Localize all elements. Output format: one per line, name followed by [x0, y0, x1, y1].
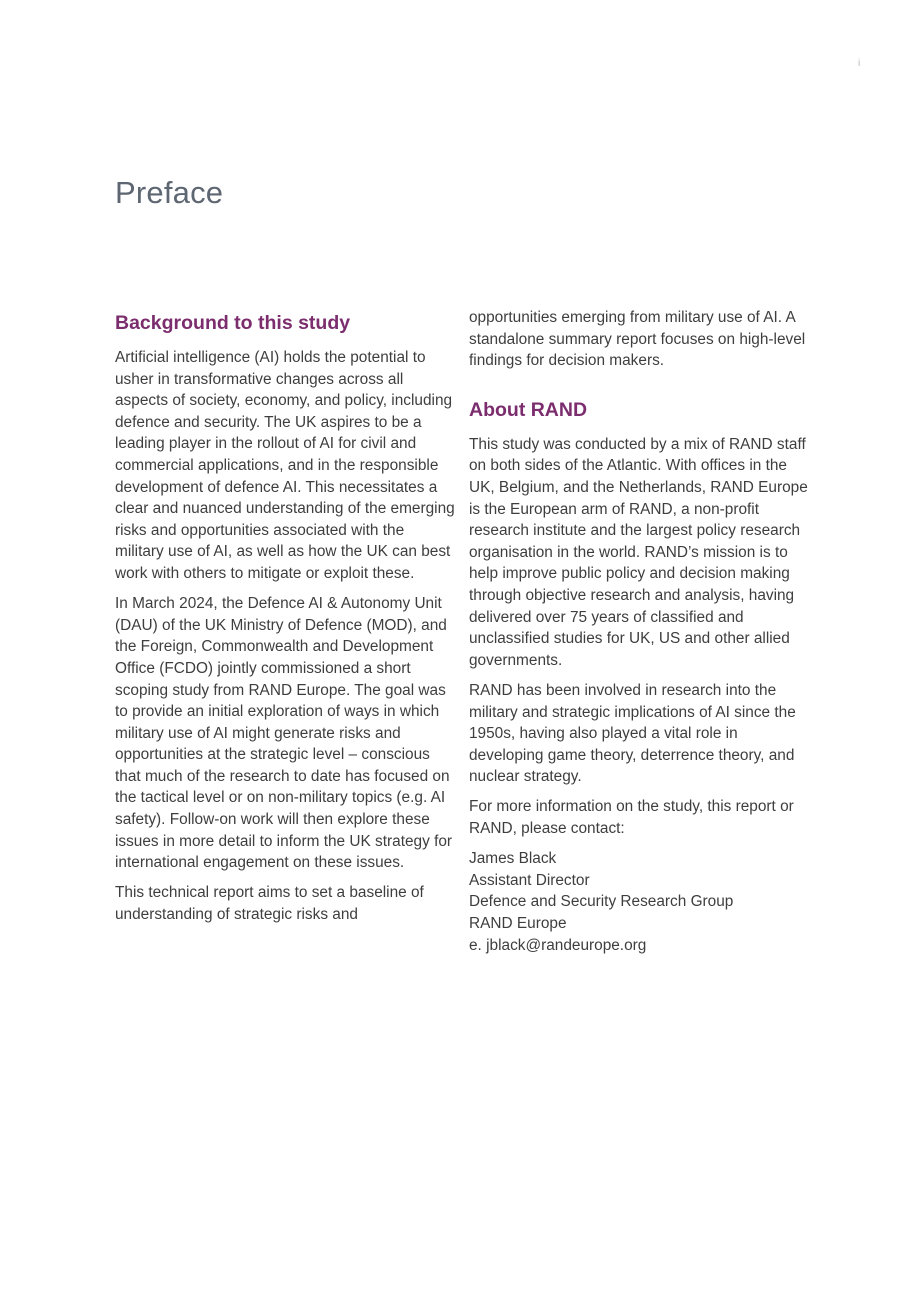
- right-column: [469, 307, 811, 965]
- about-rand-heading: About RAND: [469, 398, 588, 421]
- about-paragraph-3: For more information on the study, this report or RAND, please contact:: [469, 798, 794, 838]
- contact-block: [469, 848, 811, 956]
- about-paragraph-2: RAND has been involved in research into the military and strategic implications of AI since the 1950s, having also played a vital role in developing game theory, deterrence theory, and nuclear strategy.: [469, 681, 796, 786]
- contact-org: RAND Europe: [469, 915, 567, 933]
- page-title: Preface: [115, 175, 224, 210]
- background-paragraph-3-continued: opportunities emerging from military use of AI. A standalone summary report focuses on high-level findings for decision makers.: [469, 309, 806, 370]
- contact-role: Assistant Director: [469, 871, 590, 889]
- background-paragraph-1: Artificial intelligence (AI) holds the potential to usher in transformative changes across all aspects of society, economy, and policy, including defence and security. The UK aspires to be a leading player in the rollout of AI for civil and commercial applications, and in the responsible development of defence AI. This necessitates a clear and nuanced understanding of the emerging risks and opportunities associated with the military use of AI, as well as how the UK can best work with others to mitigate or exploit these.: [115, 349, 455, 582]
- background-paragraph-3: This technical report aims to set a baseline of understanding of strategic risks and: [115, 884, 424, 924]
- about-paragraph-1: This study was conducted by a mix of RAND staff on both sides of the Atlantic. With offices in the UK, Belgium, and the Netherlands, RAND Europe is the European arm of RAND, a non-profit research institute and the largest policy research organisation in the world. RAND’s mission is to help improve public policy and decision making through objective research and analysis, having delivered over 75 years of classified and unclassified studies for UK, US and other allied governments.: [469, 435, 808, 669]
- background-heading: Background to this study: [115, 312, 351, 334]
- left-column: [115, 307, 457, 934]
- background-paragraph-2: In March 2024, the Defence AI & Autonomy Unit (DAU) of the UK Ministry of Defence (MOD), and the Foreign, Commonwealth and Development Office (FCDO) jointly commissioned a short scoping study from RAND Europe. The goal was to provide an initial exploration of ways in which military use of AI might generate risks and opportunities at the strategic level – conscious that much of the research to date has focused on the tactical level or on non-military topics (e.g. AI safety). Follow-on work will then explore these issues in more detail to inform the UK strategy for international engagement on these issues.: [115, 595, 453, 872]
- contact-name: James Black: [469, 850, 557, 868]
- page-number: i: [858, 58, 861, 69]
- contact-email[interactable]: e. jblack@randeurope.org: [469, 936, 647, 954]
- contact-group: Defence and Security Research Group: [469, 893, 734, 911]
